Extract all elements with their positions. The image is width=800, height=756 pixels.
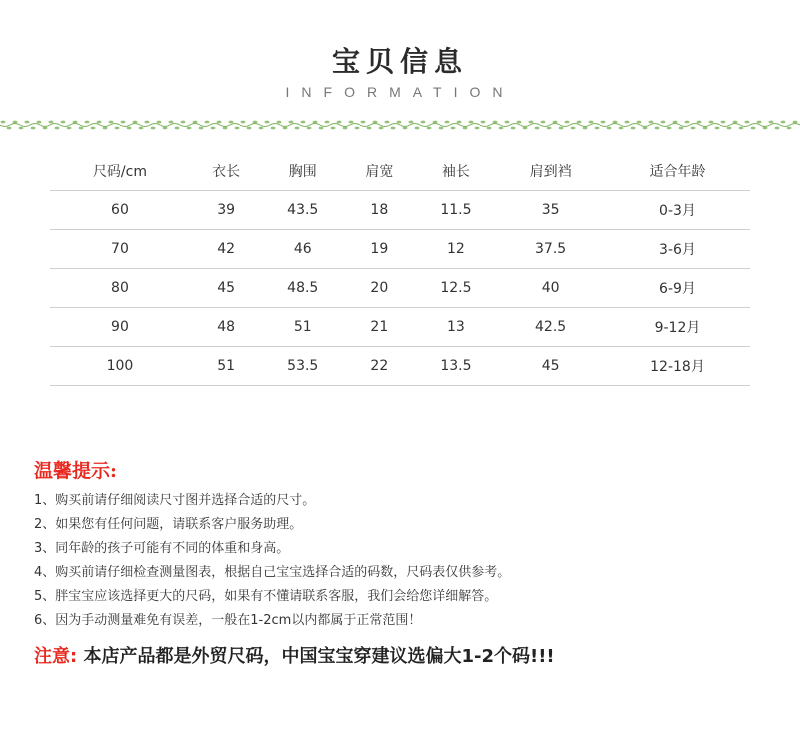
table-row [50, 269, 750, 308]
header-sleeve: 袖长 [416, 152, 497, 191]
table-cell: 11.5 [416, 191, 497, 230]
vine-leaf [673, 121, 678, 124]
vine-leaf [769, 121, 774, 124]
vine-leaf [793, 121, 798, 124]
header-chest: 胸围 [262, 152, 343, 191]
vine-leaf [493, 121, 498, 124]
vine-leaf [385, 121, 390, 124]
vine-leaf [109, 121, 114, 124]
table-cell: 40 [496, 269, 605, 308]
header-shoulder: 肩宽 [343, 152, 415, 191]
vine-leaf [241, 121, 246, 124]
vine-leaf [421, 121, 426, 124]
vine-leaf [343, 127, 348, 130]
vine-leaf [223, 127, 228, 130]
vine-leaf [595, 127, 600, 130]
header-length: 衣长 [190, 152, 262, 191]
vine-leaf [637, 121, 642, 124]
vine-leaf [397, 121, 402, 124]
vine-leaf [625, 121, 630, 124]
vine-leaf [37, 121, 42, 124]
table-cell: 13 [416, 308, 497, 347]
vine-leaf [475, 127, 480, 130]
table-cell: 12 [416, 230, 497, 269]
vine-leaf [727, 127, 732, 130]
vine-leaf [121, 121, 126, 124]
table-cell: 90 [50, 308, 190, 347]
vine-leaf [565, 121, 570, 124]
vine-stem [0, 124, 800, 127]
vine-leaf [649, 121, 654, 124]
table-cell: 9-12月 [605, 308, 750, 347]
vine-leaf [43, 127, 48, 130]
table-cell: 19 [343, 230, 415, 269]
vine-leaf [745, 121, 750, 124]
vine-leaf [541, 121, 546, 124]
vine-leaf [265, 121, 270, 124]
tip-item: 4、购买前请仔细检查测量图表，根据自己宝宝选择合适的码数，尺码表仅供参考。 [34, 565, 511, 580]
table-cell: 6-9月 [605, 269, 750, 308]
vine-leaf [367, 127, 372, 130]
vine-leaf [655, 127, 660, 130]
vine-leaf [523, 127, 528, 130]
vine-leaf [193, 121, 198, 124]
header-size: 尺码/cm [50, 152, 190, 191]
vine-leaf [103, 127, 108, 130]
vine-leaf [181, 121, 186, 124]
note-label: 注意: [34, 646, 78, 667]
vine-leaf [607, 127, 612, 130]
vine-leaf [751, 127, 756, 130]
table-cell: 35 [496, 191, 605, 230]
tip-item: 2、如果您有任何问题，请联系客户服务助理。 [34, 517, 303, 532]
table-cell: 51 [190, 347, 262, 386]
vine-leaf [307, 127, 312, 130]
table-row [50, 347, 750, 386]
vine-leaf [13, 121, 18, 124]
vine-leaf [733, 121, 738, 124]
vine-leaf [247, 127, 252, 130]
vine-leaf [481, 121, 486, 124]
vine-leaf [157, 121, 162, 124]
vine-leaf [697, 121, 702, 124]
vine-leaf [739, 127, 744, 130]
tips-list [34, 490, 510, 634]
vine-leaf [79, 127, 84, 130]
vine-leaf [631, 127, 636, 130]
vine-leaf [553, 121, 558, 124]
tips-title: 温馨提示: [34, 460, 118, 482]
header-shoulder-to-crotch: 肩到裆 [496, 152, 605, 191]
vine-leaf [91, 127, 96, 130]
table-cell: 37.5 [496, 230, 605, 269]
vine-leaf [271, 127, 276, 130]
vine-leaf [349, 121, 354, 124]
vine-leaf [721, 121, 726, 124]
vine-leaf [403, 127, 408, 130]
vine-leaf [199, 127, 204, 130]
vine-leaf [709, 121, 714, 124]
vine-leaf [169, 121, 174, 124]
size-note [34, 642, 555, 668]
vine-leaf [217, 121, 222, 124]
vine-leaf [163, 127, 168, 130]
vine-leaf [145, 121, 150, 124]
table-cell: 53.5 [262, 347, 343, 386]
table-cell: 22 [343, 347, 415, 386]
table-cell: 13.5 [416, 347, 497, 386]
vine-leaf [517, 121, 522, 124]
table-cell: 12.5 [416, 269, 497, 308]
vine-leaf [487, 127, 492, 130]
table-cell: 45 [190, 269, 262, 308]
vine-leaf [229, 121, 234, 124]
table-cell: 45 [496, 347, 605, 386]
vine-leaf [511, 127, 516, 130]
vine-leaf [589, 121, 594, 124]
vine-leaf [427, 127, 432, 130]
vine-leaf [289, 121, 294, 124]
vine-leaf [151, 127, 156, 130]
table-cell: 21 [343, 308, 415, 347]
vine-leaf [469, 121, 474, 124]
table-cell: 12-18月 [605, 347, 750, 386]
vine-leaf [601, 121, 606, 124]
vine-leaf [391, 127, 396, 130]
tip-item: 5、胖宝宝应该选择更大的尺码，如果有不懂请联系客服，我们会给您详细解答。 [34, 589, 498, 604]
vine-leaf [535, 127, 540, 130]
table-header-row [50, 152, 750, 191]
vine-leaf [277, 121, 282, 124]
table-cell: 39 [190, 191, 262, 230]
table-cell: 42.5 [496, 308, 605, 347]
vine-leaf [175, 127, 180, 130]
vine-leaf [451, 127, 456, 130]
vine-leaf [685, 121, 690, 124]
vine-leaf [499, 127, 504, 130]
table-cell: 0-3月 [605, 191, 750, 230]
tip-item: 1、购买前请仔细阅读尺寸图并选择合适的尺寸。 [34, 493, 316, 508]
vine-leaf [433, 121, 438, 124]
vine-leaf [205, 121, 210, 124]
table-cell: 46 [262, 230, 343, 269]
vine-leaf [703, 127, 708, 130]
vine-leaf [775, 127, 780, 130]
table-row [50, 308, 750, 347]
table-cell: 18 [343, 191, 415, 230]
table-cell: 70 [50, 230, 190, 269]
tip-item: 6、因为手动测量难免有误差，一般在1-2cm以内都属于正常范围！ [34, 613, 422, 628]
vine-leaf [583, 127, 588, 130]
vine-leaf [439, 127, 444, 130]
vine-leaf [661, 121, 666, 124]
vine-leaf [619, 127, 624, 130]
vine-leaf [787, 127, 792, 130]
vine-leaf [295, 127, 300, 130]
vine-leaf [319, 127, 324, 130]
vine-leaf [577, 121, 582, 124]
vine-leaf [781, 121, 786, 124]
vine-leaf [613, 121, 618, 124]
vine-leaf [259, 127, 264, 130]
vine-divider [0, 118, 800, 132]
vine-leaf [25, 121, 30, 124]
table-row [50, 230, 750, 269]
vine-leaf [31, 127, 36, 130]
page-subtitle: INFORMATION [285, 84, 515, 100]
vine-leaf [529, 121, 534, 124]
vine-leaf [19, 127, 24, 130]
vine-leaf [667, 127, 672, 130]
vine-leaf [97, 121, 102, 124]
vine-leaf [373, 121, 378, 124]
vine-leaf [1, 121, 6, 124]
table-cell: 3-6月 [605, 230, 750, 269]
table-cell: 48.5 [262, 269, 343, 308]
vine-leaf [679, 127, 684, 130]
vine-leaf [139, 127, 144, 130]
vine-leaf [325, 121, 330, 124]
table-cell: 42 [190, 230, 262, 269]
table-cell: 80 [50, 269, 190, 308]
vine-leaf [61, 121, 66, 124]
note-text: 本店产品都是外贸尺码，中国宝宝穿建议选偏大1-2个码!!! [83, 646, 555, 667]
vine-leaf [7, 127, 12, 130]
size-table [50, 152, 750, 386]
vine-leaf [571, 127, 576, 130]
table-cell: 100 [50, 347, 190, 386]
vine-leaf [127, 127, 132, 130]
vine-leaf [463, 127, 468, 130]
table-cell: 43.5 [262, 191, 343, 230]
vine-leaf [763, 127, 768, 130]
vine-leaf [235, 127, 240, 130]
vine-leaf [187, 127, 192, 130]
vine-leaf [355, 127, 360, 130]
vine-leaf [67, 127, 72, 130]
vine-leaf [115, 127, 120, 130]
vine-leaf [409, 121, 414, 124]
vine-leaf [73, 121, 78, 124]
vine-leaf [457, 121, 462, 124]
vine-leaf [691, 127, 696, 130]
vine-leaf [559, 127, 564, 130]
vine-leaf [643, 127, 648, 130]
vine-leaf [445, 121, 450, 124]
vine-leaf [547, 127, 552, 130]
vine-leaf [133, 121, 138, 124]
vine-leaf [379, 127, 384, 130]
vine-leaf [85, 121, 90, 124]
vine-leaf [415, 127, 420, 130]
vine-leaf [283, 127, 288, 130]
table-cell: 20 [343, 269, 415, 308]
vine-leaf [49, 121, 54, 124]
page-title: 宝贝信息 [331, 45, 468, 78]
vine-leaf [337, 121, 342, 124]
vine-leaf [757, 121, 762, 124]
vine-leaf [331, 127, 336, 130]
vine-leaf [301, 121, 306, 124]
vine-leaf [313, 121, 318, 124]
tip-item: 3、同年龄的孩子可能有不同的体重和身高。 [34, 541, 290, 556]
vine-leaf [211, 127, 216, 130]
vine-leaf [253, 121, 258, 124]
table-cell: 51 [262, 308, 343, 347]
header-age: 适合年龄 [605, 152, 750, 191]
table-cell: 48 [190, 308, 262, 347]
vine-leaf [55, 127, 60, 130]
vine-leaf [361, 121, 366, 124]
table-row [50, 191, 750, 230]
vine-leaf [505, 121, 510, 124]
vine-leaf [715, 127, 720, 130]
table-cell: 60 [50, 191, 190, 230]
